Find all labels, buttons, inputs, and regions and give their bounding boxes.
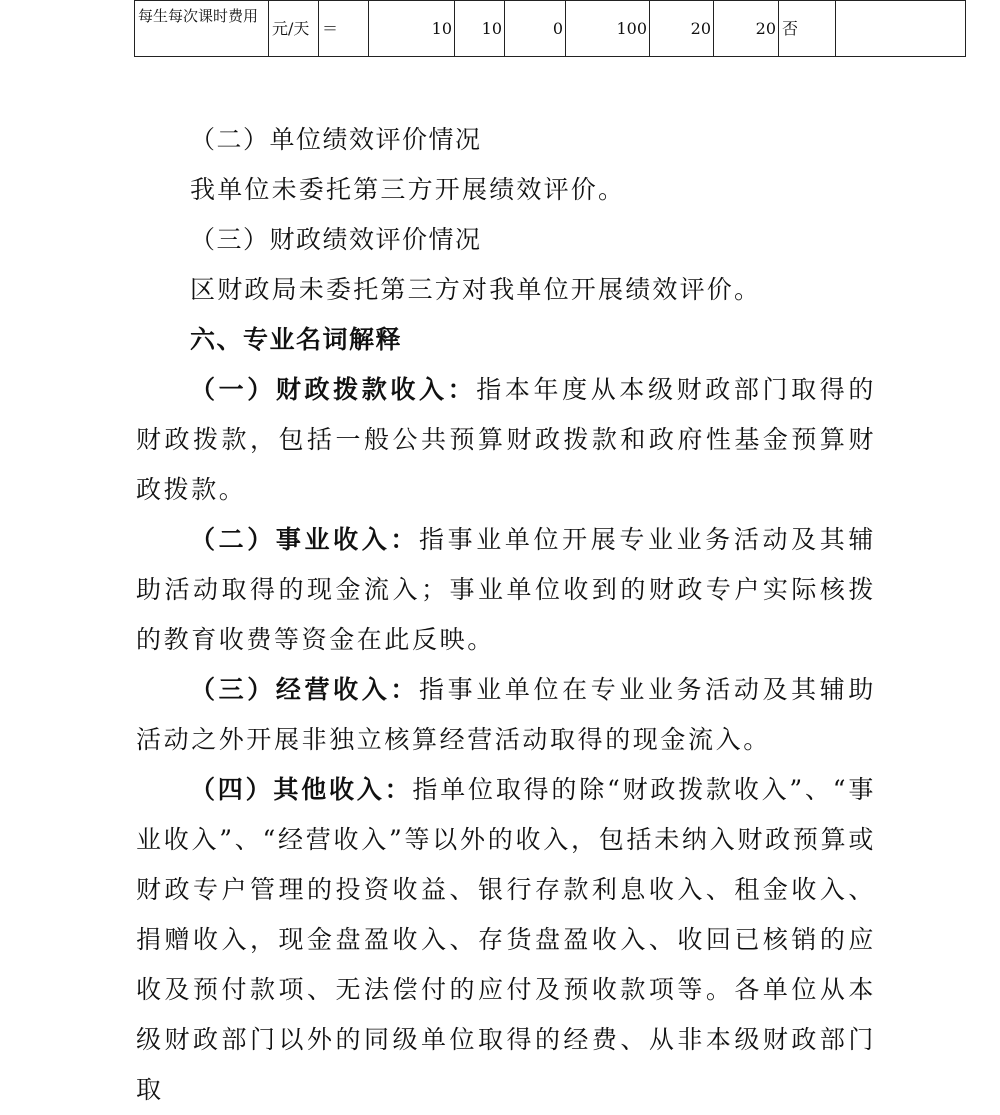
value-cell: 0 bbox=[505, 1, 566, 57]
glossary-item bbox=[136, 515, 876, 665]
glossary-item bbox=[136, 765, 876, 1115]
section-body-unit-eval: 我单位未委托第三方开展绩效评价。 bbox=[190, 175, 626, 204]
section-heading-text: （三）财政绩效评价情况 bbox=[190, 225, 482, 254]
glossary-term: （四）其他收入： bbox=[190, 775, 413, 804]
table-row bbox=[135, 1, 966, 57]
glossary-term: （二）事业收入： bbox=[190, 525, 420, 554]
glossary-item bbox=[136, 665, 876, 765]
document-body bbox=[136, 115, 876, 1115]
section-body-finance-eval: 区财政局未委托第三方对我单位开展绩效评价。 bbox=[190, 275, 762, 304]
section-heading-text: （二）单位绩效评价情况 bbox=[190, 125, 482, 154]
performance-indicator-table bbox=[134, 0, 966, 57]
glossary-text: 指单位取得的除“财政拨款收入”、“事业收入”、“经营收入”等以外的收入，包括未纳入财政预算或财政专户管理的投资收益、银行存款利息收入、租金收入、捐赠收入，现金盘盈收入、存货盘盈收入、收回已核销的应收及预付款项、无法偿付的应付及预收款项等。各单位从本级财政部门以外的同级单位取得的经费、从非本级财政部门取 bbox=[136, 775, 876, 1104]
section-heading-unit-eval bbox=[136, 115, 876, 165]
glossary-item bbox=[136, 365, 876, 515]
value-cell: 10 bbox=[369, 1, 455, 57]
glossary-text: 指事业单位开展专业业务活动及其辅助活动取得的现金流入；事业单位收到的财政专户实际核拨的教育收费等资金在此反映。 bbox=[136, 525, 876, 654]
glossary-term: （一）财政拨款收入： bbox=[190, 375, 477, 404]
section-heading-finance-eval bbox=[136, 215, 876, 265]
glossary-text: 指本年度从本级财政部门取得的财政拨款，包括一般公共预算财政拨款和政府性基金预算财政拨款。 bbox=[136, 375, 876, 504]
value-cell: 20 bbox=[650, 1, 714, 57]
value-cell: 20 bbox=[714, 1, 779, 57]
glossary-heading: 六、专业名词解释 bbox=[190, 325, 403, 354]
unit-cell: 元/天 bbox=[269, 1, 319, 57]
glossary-term: （三）经营收入： bbox=[190, 675, 420, 704]
glossary-text: 指事业单位在专业业务活动及其辅助活动之外开展非独立核算经营活动取得的现金流入。 bbox=[136, 675, 876, 754]
operator-cell: ＝ bbox=[319, 1, 369, 57]
value-cell: 10 bbox=[455, 1, 505, 57]
value-cell: 100 bbox=[566, 1, 650, 57]
remark-cell bbox=[836, 1, 966, 57]
indicator-name-cell: 每生每次课时费用 bbox=[135, 1, 269, 57]
flag-cell: 否 bbox=[779, 1, 836, 57]
